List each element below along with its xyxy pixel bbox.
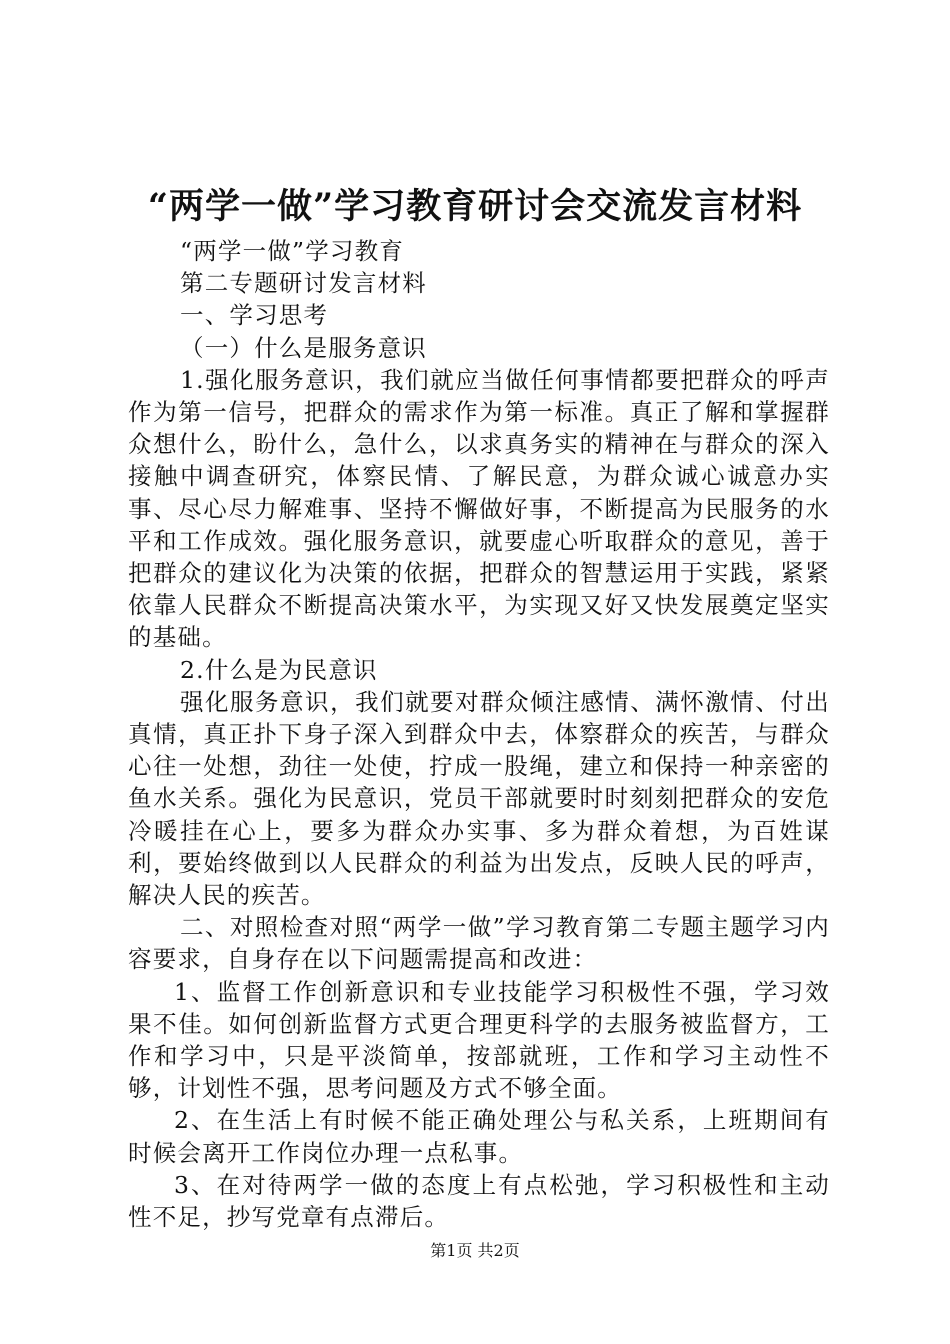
paragraph-service-awareness: 1.强化服务意识，我们就应当做任何事情都要把群众的呼声作为第一信号，把群众的需求作为第一标准。真正了解和掌握群众想什么，盼什么，急什么，以求真务实的精神在与群众的深入接触中调查研究，体察民情、了解民意，为群众诚心诚意办实事、尽心尽力解难事、坚持不懈做好事，不断提高为民服务的水平和工作成效。强化服务意识，就要虚心听取群众的意见，善于把群众的建议化为决策的依据，把群众的智慧运用于实践，紧紧依靠人民群众不断提高决策水平，为实现又好又快发展奠定坚实的基础。	[128, 365, 830, 652]
paragraph-people-awareness: 强化服务意识，我们就要对群众倾注感情、满怀激情、付出真情，真正扑下身子深入到群众中去，体察群众的疾苦，与群众心往一处想，劲往一处使，拧成一股绳，建立和保持一种亲密的鱼水关系。强化为民意识，党员干部就要时时刻刻把群众的安危冷暖挂在心上，要多为群众办实事、多为群众着想，为百姓谋利，要始终做到以人民群众的利益为出发点，反映人民的呼声，解决人民的疾苦。	[128, 687, 830, 910]
paragraph-section-heading-1: 一、学习思考	[180, 301, 329, 330]
paragraph-subsection-heading-1: （一）什么是服务意识	[180, 333, 427, 362]
paragraph-issue-1: 1、监督工作创新意识和专业技能学习积极性不强，学习效果不佳。如何创新监督方式更合理更科学的去服务被监督方，工作和学习中，只是平淡简单，按部就班，工作和学习主动性不够，计划性不强，思考问题及方式不够全面。	[128, 977, 830, 1103]
paragraph-subtitle-1: “两学一做”学习教育	[180, 237, 405, 265]
document-title: “两学一做”学习教育研讨会交流发言材料	[147, 186, 803, 227]
paragraph-subsection-heading-2: 2.什么是为民意识	[180, 655, 378, 684]
paragraph-section-heading-2: 二、对照检查对照“两学一做”学习教育第二专题主题学习内容要求，自身存在以下问题需提高和改进：	[128, 913, 830, 974]
paragraph-issue-2: 2、在生活上有时候不能正确处理公与私关系，上班期间有时候会离开工作岗位办理一点私事。	[128, 1106, 830, 1167]
paragraph-subtitle-2: 第二专题研讨发言材料	[180, 269, 427, 298]
paragraph-issue-3: 3、在对待两学一做的态度上有点松弛，学习积极性和主动性不足，抄写党章有点滞后。	[128, 1170, 830, 1232]
document-body	[128, 235, 830, 1233]
page-number-footer: 第1页 共2页	[430, 1241, 520, 1260]
